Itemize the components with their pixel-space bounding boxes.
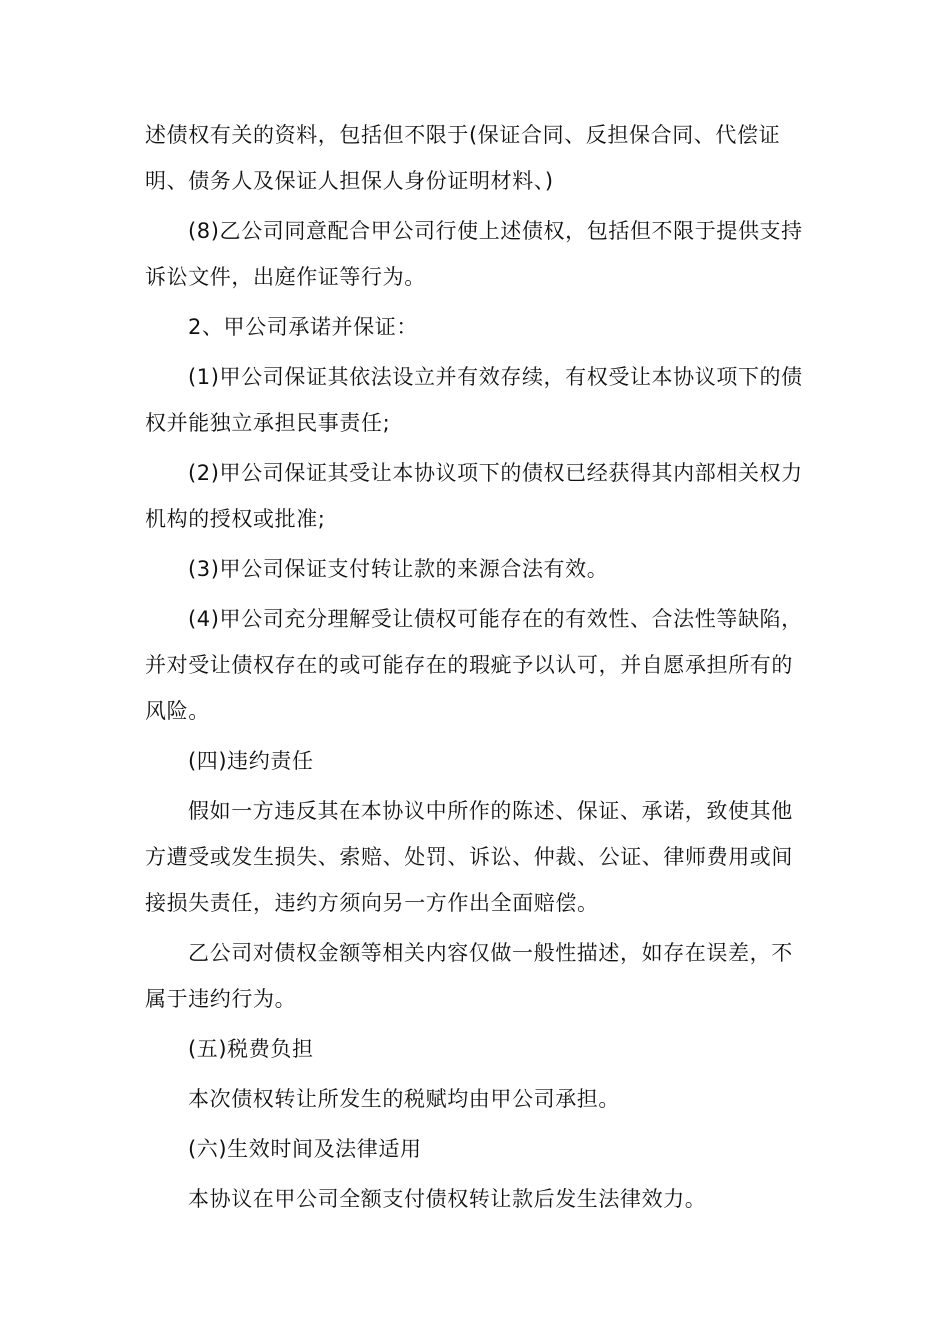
paragraph-amount-disclaimer: 乙公司对债权金额等相关内容仅做一般性描述，如存在误差，不属于违约行为。 xyxy=(145,941,793,1011)
paragraph-clause-2: (2)甲公司保证其受让本协议项下的债权已经获得其内部相关权力机构的授权或批准; xyxy=(145,461,803,531)
paragraph-section-2-heading: 2、甲公司承诺并保证： xyxy=(188,315,418,339)
document-body xyxy=(145,112,811,1226)
paragraph-clause-4: (4)甲公司充分理解受让债权可能存在的有效性、合法性等缺陷，并对受让债权存在的或可能存在的瑕疵予以认可，并自愿承担所有的风险。 xyxy=(145,607,803,723)
paragraph-clause-3: (3)甲公司保证支付转让款的来源合法有效。 xyxy=(188,557,609,581)
section-heading-effective-law: (六)生效时间及法律适用 xyxy=(188,1137,422,1161)
paragraph-continuation: 述债权有关的资料，包括但不限于(保证合同、反担保合同、代偿证明、债务人及保证人担保人身份证明材料、) xyxy=(145,123,781,193)
paragraph-breach-liability: 假如一方违反其在本协议中所作的陈述、保证、承诺，致使其他方遭受或发生损失、索赔、处罚、诉讼、仲裁、公证、律师费用或间接损失责任，违约方须向另一方作出全面赔偿。 xyxy=(145,799,793,915)
paragraph-effective: 本协议在甲公司全额支付债权转让款后发生法律效力。 xyxy=(188,1187,707,1211)
section-heading-breach: (四)违约责任 xyxy=(188,749,314,773)
paragraph-taxes: 本次债权转让所发生的税赋均由甲公司承担。 xyxy=(188,1087,620,1111)
paragraph-clause-1: (1)甲公司保证其依法设立并有效存续，有权受让本协议项下的债权并能独立承担民事责任; xyxy=(145,365,803,435)
section-heading-taxes: (五)税费负担 xyxy=(188,1037,314,1061)
paragraph-clause-8: (8)乙公司同意配合甲公司行使上述债权，包括但不限于提供支持诉讼文件，出庭作证等行为。 xyxy=(145,219,803,289)
